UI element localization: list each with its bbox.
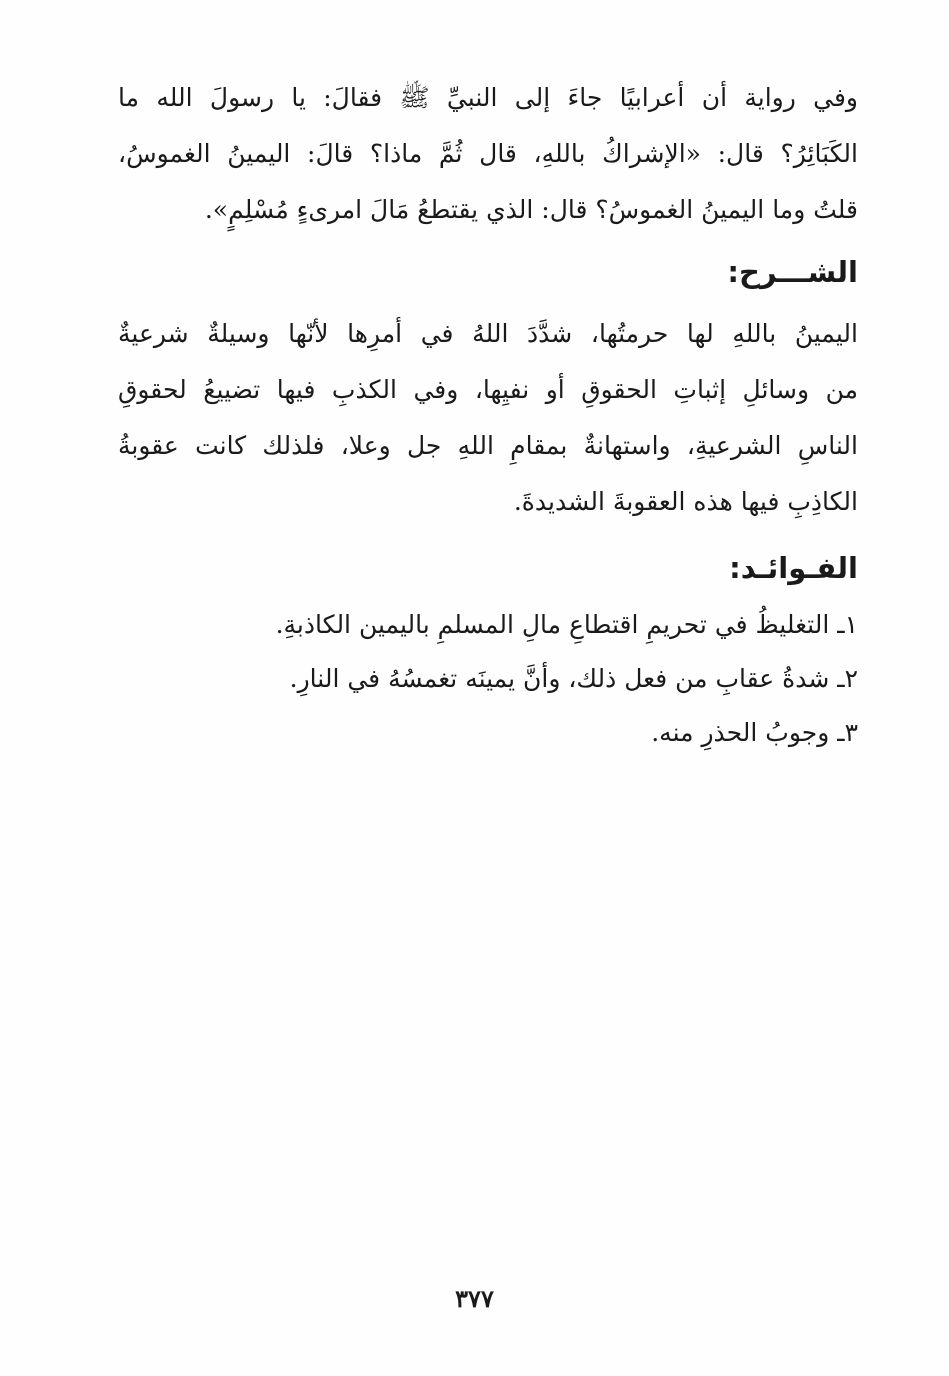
explanation-heading: الشـــرح: [727,255,858,289]
benefit-item-3: ٣ـ وجوبُ الحذرِ منه. [651,718,858,747]
hadith-narration [118,70,858,238]
explanation-line-2: من وسائلِ إثباتِ الحقوقِ أو نفيِها، وفي الكذبِ فيها تضييعُ لحقوقِ [118,375,858,404]
benefit-item-1: ١ـ التغليظُ في تحريمِ اقتطاعِ مالِ المسلمِ باليمين الكاذبةِ. [275,610,858,639]
benefits-list [118,598,858,760]
narration-line-3: قلتُ وما اليمينُ الغموسُ؟ قال: الذي يقتطعُ مَالَ امرىءٍ مُسْلِمٍ». [204,195,858,224]
explanation-line-4: الكاذِبِ فيها هذه العقوبةَ الشديدةَ. [513,487,858,516]
explanation-line-3: الناسِ الشرعيةِ، واستهانةٌ بمقامِ اللهِ جل وعلا، فلذلك كانت عقوبةُ [118,431,858,460]
explanation-line-1: اليمينُ باللهِ لها حرمتُها، شدَّدَ اللهُ في أمرِها لأنّها وسيلةٌ شرعيةٌ [118,319,858,348]
page-number: ٣٧٧ [455,1284,494,1313]
explanation-paragraph [118,306,858,530]
benefit-item-2: ٢ـ شدةُ عقابِ من فعل ذلك، وأنَّ يمينَه تغمسُهُ في النارِ. [289,664,858,693]
narration-line-1: وفي رواية أن أعرابيًا جاءَ إلى النبيِّ ﷺ فقالَ: يا رسولَ الله ما [118,83,858,112]
benefits-heading: الفـوائـد: [729,551,858,585]
narration-line-2: الكَبَائِرُ؟ قال: «الإشراكُ باللهِ، قال ثُمَّ ماذا؟ قالَ: اليمينُ الغموسُ، [118,139,858,168]
